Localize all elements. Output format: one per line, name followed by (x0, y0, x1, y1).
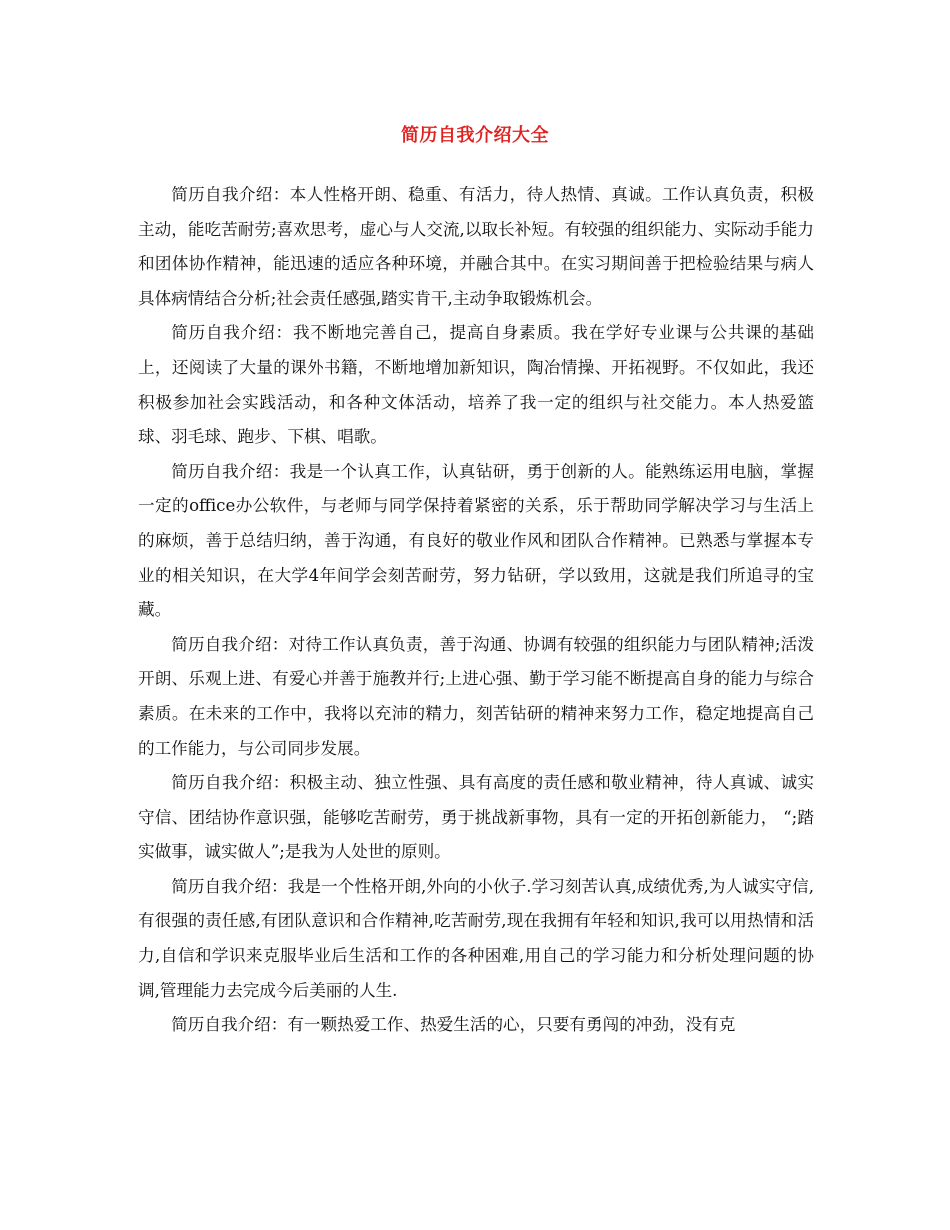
paragraph-3: 简历自我介绍：我是一个认真工作，认真钻研，勇于创新的人。能熟练运用电脑，掌握一定的office办公软件，与老师与同学保持着紧密的关系，乐于帮助同学解决学习与生活上的麻烦，善于总结归纳，善于沟通，有良好的敬业作风和团队合作精神。已熟悉与掌握本专业的相关知识，在大学4年间学会刻苦耐劳，努力钻研，学以致用，这就是我们所追寻的宝藏。 (138, 461, 814, 620)
paragraph-1: 简历自我介绍：本人性格开朗、稳重、有活力，待人热情、真诚。工作认真负责，积极主动，能吃苦耐劳;喜欢思考，虚心与人交流,以取长补短。有较强的组织能力、实际动手能力和团体协作精神，能迅速的适应各种环境，并融合其中。在实习期间善于把检验结果与病人具体病情结合分析;社会责任感强,踏实肯干,主动争取锻炼机会。 (138, 185, 814, 308)
document-title: 简历自我介绍大全 (401, 125, 549, 146)
paragraph-4: 简历自我介绍：对待工作认真负责，善于沟通、协调有较强的组织能力与团队精神;活泼开朗、乐观上进、有爱心并善于施教并行;上进心强、勤于学习能不断提高自身的能力与综合素质。在未来的工作中，我将以充沛的精力，刻苦钻研的精神来努力工作，稳定地提高自己的工作能力，与公司同步发展。 (138, 634, 814, 758)
paragraph-5: 简历自我介绍：积极主动、独立性强、具有高度的责任感和敬业精神，待人真诚、诚实守信、团结协作意识强，能够吃苦耐劳，勇于挑战新事物，具有一定的开拓创新能力， “;踏实做事，诚实做人”;是我为人处世的原则。 (138, 773, 814, 862)
paragraph-2: 简历自我介绍：我不断地完善自己，提高自身素质。我在学好专业课与公共课的基础上，还阅读了大量的课外书籍，不断地增加新知识，陶冶情操、开拓视野。不仅如此，我还积极参加社会实践活动，和各种文体活动，培养了我一定的组织与社交能力。本人热爱篮球、羽毛球、跑步、下棋、唱歌。 (138, 323, 814, 447)
paragraph-7: 简历自我介绍：有一颗热爱工作、热爱生活的心，只要有勇闯的冲劲，没有克 (171, 1015, 736, 1035)
document-body (138, 178, 814, 1043)
paragraph-6: 简历自我介绍：我是一个性格开朗,外向的小伙子.学习刻苦认真,成绩优秀,为人诚实守信,有很强的责任感,有团队意识和合作精神,吃苦耐劳,现在我拥有年轻和知识,我可以用热情和活力,自信和学识来克服毕业后生活和工作的各种困难,用自己的学习能力和分析处理问题的协调,管理能力去完成今后美丽的人生. (138, 876, 814, 1000)
